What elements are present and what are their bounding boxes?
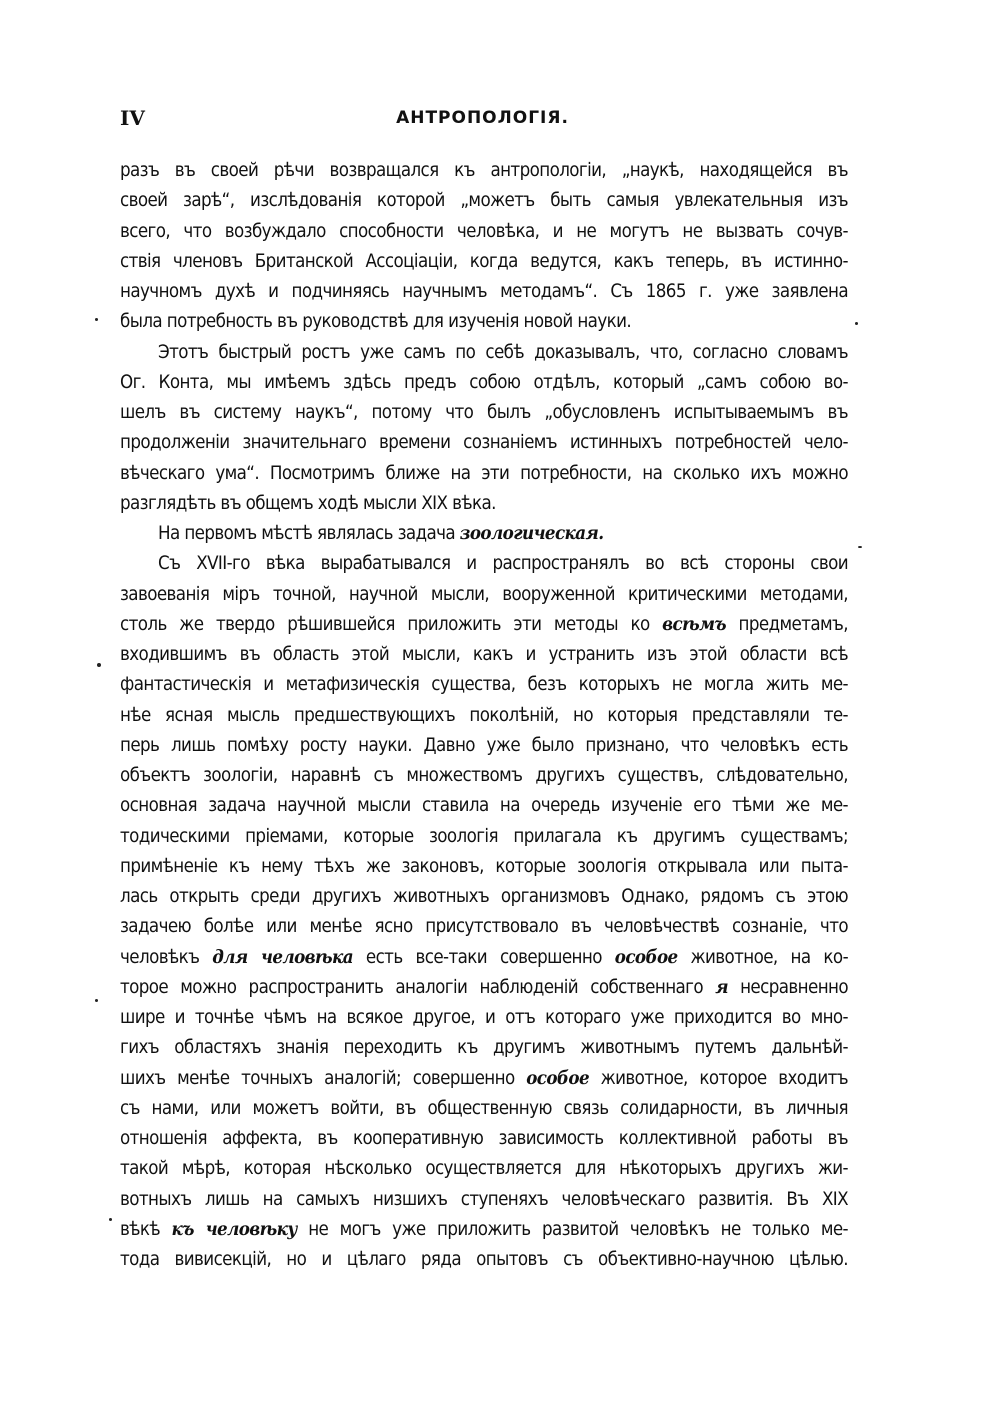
print-speck [855, 322, 858, 325]
line-text: не могъ уже приложить развитой человѣкъ не только ме- [296, 1218, 848, 1240]
line-text: продолженіи значительнаго времени сознаніемъ истинныхъ потребностей чело- [120, 432, 848, 454]
line-text: входившимъ въ область этой мысли, какъ и устранить изъ этой области всѣ [120, 644, 848, 665]
line-text: Этотъ быстрый ростъ уже самъ по себѣ доказывалъ, что, согласно словамъ [158, 341, 848, 363]
text-line [120, 882, 848, 912]
line-text: перь лишь помѣху росту науки. Давно уже было признано, что человѣкъ есть [120, 734, 848, 756]
line-text: вѣческаго ума“. Посмотримъ ближе на эти потребности, на сколько ихъ можно [120, 462, 848, 484]
text-line [120, 1003, 848, 1033]
text-line [120, 1215, 848, 1245]
line-text: тода вивисекцій, но и цѣлаго ряда опытовъ съ объективно-научною цѣлью. [120, 1249, 848, 1270]
body-text [120, 156, 848, 1275]
text-line [120, 791, 848, 821]
line-text: задачею болѣе или менѣе ясно присутствовало въ человѣчествѣ сознаніе, что [120, 916, 848, 938]
text-line [120, 398, 848, 428]
print-speck [95, 999, 98, 1002]
text-line [120, 1033, 848, 1063]
line-text: фантастическія и метафизическія существа, безъ которыхъ не могла жить ме- [120, 674, 848, 696]
line-text: съ нами, или можетъ войти, въ общественную связь солидарности, въ личныя [120, 1097, 848, 1119]
line-text: несравненно [727, 976, 849, 998]
text-line [120, 912, 848, 942]
line-text: примѣненіе къ нему тѣхъ же законовъ, которые зоологія открывала или пыта- [120, 855, 848, 877]
line-text: Ог. Конта, мы имѣемъ здѣсь предъ собою отдѣлъ, который „самъ собою во- [120, 371, 848, 393]
line-text: торое можно распространить аналогіи наблюденій собственнаго [120, 976, 716, 998]
text-line [120, 519, 848, 549]
text-line [120, 701, 848, 731]
line-text: вѣкѣ [120, 1218, 172, 1240]
line-text: ствія членовъ Британской Ассоціаціи, когда ведутся, какъ теперь, въ истинно- [120, 250, 848, 272]
line-text: шелъ въ систему наукъ“, потому что былъ „обусловленъ испытываемымъ въ [120, 402, 848, 423]
text-line [120, 549, 848, 579]
text-line [120, 822, 848, 852]
line-text: человѣкъ [120, 946, 213, 968]
text-line [120, 731, 848, 761]
text-line [120, 1185, 848, 1215]
text-line [120, 670, 848, 700]
print-speck [109, 1218, 112, 1221]
line-text: шихъ менѣе точныхъ аналогій; совершенно [120, 1067, 527, 1089]
emphasis-text: я [715, 976, 728, 998]
line-text: столь же твердо рѣшившейся приложить эти методы ко [120, 613, 663, 635]
text-line [120, 761, 848, 791]
line-text: предметамъ, [725, 613, 848, 635]
line-text: лась открыть среди другихъ животныхъ организмовъ Однако, рядомъ съ этою [120, 886, 848, 907]
line-text: основная задача научной мысли ставила на очередь изученіе его тѣми же ме- [120, 795, 848, 817]
text-line [120, 428, 848, 458]
line-text: тодическими пріемами, которые зоологія прилагала къ другимъ существамъ; [120, 825, 848, 847]
line-text: вотныхъ лишь на самыхъ низшихъ ступеняхъ человѣческаго развитія. Въ XIX [120, 1188, 848, 1210]
line-text: шире и точнѣе чѣмъ на всякое другое, и отъ котораго уже приходится во мно- [120, 1007, 848, 1028]
text-line [120, 368, 848, 398]
line-text: разъ въ своей рѣчи возвращался къ антропологіи, „наукѣ, находящейся въ [120, 160, 848, 181]
text-line [120, 610, 848, 640]
line-text: всего, что возбуждало способности человѣка, и не могутъ не вызвать сочув- [120, 220, 848, 242]
line-text: На первомъ мѣстѣ являлась задача [158, 523, 460, 544]
line-text: объектъ зоологіи, наравнѣ съ множествомъ другихъ существъ, слѣдовательно, [120, 765, 848, 786]
text-line [120, 338, 848, 368]
text-line [120, 459, 848, 489]
line-text: разглядѣть въ общемъ ходѣ мысли XIX вѣка. [120, 492, 496, 514]
line-text: отношенія аффекта, въ кооперативную зависимость коллективной работы въ [120, 1128, 848, 1149]
emphasis-text: зоологическая. [459, 523, 604, 544]
text-line [120, 943, 848, 973]
line-text: своей зарѣ“, изслѣдованія которой „можетъ быть самыя увлекательныя изъ [120, 190, 848, 212]
text-line [120, 217, 848, 247]
line-text: нѣе ясная мысль предшествующихъ поколѣній, но которыя представляли те- [120, 704, 848, 726]
page-number: IV [120, 106, 145, 130]
text-line [120, 973, 848, 1003]
print-speck [858, 546, 862, 548]
emphasis-text: всѣмъ [662, 613, 726, 635]
text-line [120, 1064, 848, 1094]
print-speck [97, 663, 101, 667]
emphasis-text: особое [614, 946, 678, 968]
line-text: такой мѣрѣ, которая нѣсколько осуществляется для нѣкоторыхъ другихъ жи- [120, 1158, 848, 1180]
emphasis-text: къ человѣку [171, 1218, 297, 1240]
text-line [120, 852, 848, 882]
text-line [120, 1245, 848, 1275]
text-line [120, 489, 848, 519]
text-line [120, 1094, 848, 1124]
page-header [120, 106, 845, 136]
text-line [120, 580, 848, 610]
emphasis-text: особое [526, 1067, 589, 1089]
emphasis-text: для человѣка [212, 946, 353, 968]
text-line [120, 186, 848, 216]
line-text: научномъ духѣ и подчиняясь научнымъ методамъ“. Съ 1865 г. уже заявлена [120, 281, 848, 302]
line-text: была потребность въ руководствѣ для изученія новой науки. [120, 311, 632, 333]
text-line [120, 277, 848, 307]
line-text: гихъ областяхъ знанія переходить къ другимъ животнымъ путемъ дальнѣй- [120, 1037, 848, 1059]
text-line [120, 1154, 848, 1184]
line-text: есть все-таки совершенно [352, 946, 615, 968]
line-text: животное, на ко- [677, 946, 849, 968]
text-line [120, 247, 848, 277]
text-line [120, 640, 848, 670]
line-text: завоеванія міръ точной, научной мысли, вооруженной критическими методами, [120, 583, 848, 605]
text-line [120, 307, 848, 337]
line-text: Съ XVII-го вѣка вырабатывался и распространялъ во всѣ стороны свои [158, 553, 848, 575]
text-line [120, 1124, 848, 1154]
text-line [120, 156, 848, 186]
running-head: АНТРОПОЛОГІЯ. [396, 108, 569, 128]
print-speck [95, 318, 98, 321]
line-text: животное, которое входитъ [589, 1067, 848, 1089]
